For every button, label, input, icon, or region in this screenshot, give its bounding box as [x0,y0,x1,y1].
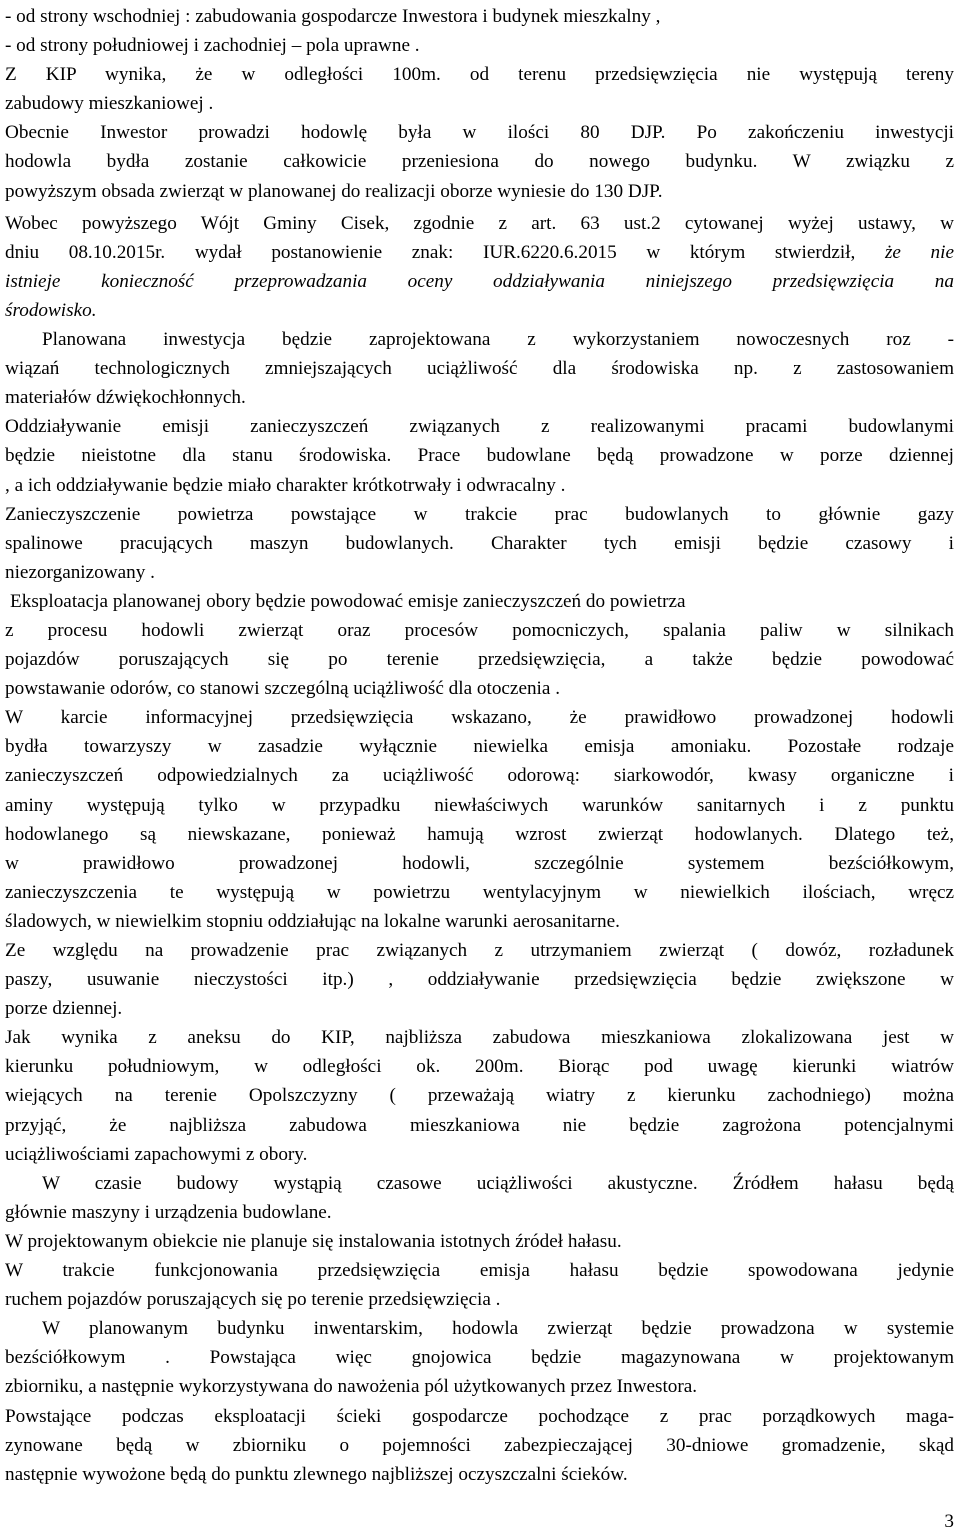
text-line: istnieje konieczność przeprowadzania oceny oddziaływania niniejszego przedsięwzięcia na [5,270,954,292]
text-line: wiązań technologicznych zmniejszających uciążliwość dla środowiska np. z zastosowaniem [5,358,954,380]
text-line: - od strony południowej i zachodniej – pola uprawne . [5,35,420,57]
text-line: głównie maszyny i urządzenia budowlane. [5,1201,332,1223]
text-line: zanieczyszczeń odpowiedzialnych za uciążliwość odorową: siarkowodór, kwasy organiczne i [5,765,954,787]
text-line: kierunku południowym, w odległości ok. 200m. Biorąc pod uwagę kierunki wiatrów [5,1056,954,1078]
text-line: wiejących na terenie Opolszczyzny ( przeważają wiatry z kierunku zachodniego) można [5,1085,954,1107]
text-line: Zanieczyszczenie powietrza powstające w trakcie prac budowlanych to głównie gazy [5,503,954,525]
document-page [5,2,954,1489]
text-line: W projektowanym obiekcie nie planuje się instalowania istotnych źródeł hałasu. [5,1230,622,1252]
text-line: z procesu hodowli zwierząt oraz procesów pomocniczych, spalania paliw w silnikach [5,619,954,641]
text-line: porze dziennej. [5,998,123,1020]
text-line: zbiorniku, a następnie wykorzystywana do nawożenia pól użytkowanych przez Inwestora. [5,1376,698,1398]
text-line: Planowana inwestycja będzie zaprojektowana z wykorzystaniem nowoczesnych roz - [42,329,954,351]
text-line: bezściółkowym . Powstająca więc gnojowica będzie magazynowana w projektowanym [5,1347,954,1369]
text-line: dniu 08.10.2015r. wydał postanowienie znak: IUR.6220.6.2015 w którym stwierdził, że nie [5,241,954,263]
text-line: Wobec powyższego Wójt Gminy Cisek, zgodnie z art. 63 ust.2 cytowanej wyżej ustawy, w [5,212,954,234]
text-line: , a ich oddziaływanie będzie miało charakter krótkotrwały i odwracalny . [5,474,566,496]
text-line: będzie nieistotne dla stanu środowiska. Prace budowlane będą prowadzone w porze dziennej [5,445,954,467]
text-line: śladowych, w niewielkim stopniu oddziałując na lokalne warunki aerosanitarne. [5,910,620,932]
text-line: bydła towarzyszy w zasadzie wyłącznie niewielka emisja amoniaku. Pozostałe rodzaje [5,736,954,758]
text-line: hodowlanego są niewskazane, ponieważ hamują wzrost zwierząt hodowlanych. Dlatego też, [5,823,954,845]
text-line: W planowanym budynku inwentarskim, hodowla zwierząt będzie prowadzona w systemie [42,1318,954,1340]
emphasis-text: że nie [884,241,954,263]
text-line: powstawanie odorów, co stanowi szczególną uciążliwość dla otoczenia . [5,678,560,700]
text-line: ruchem pojazdów poruszających się po terenie przedsięwzięcia . [5,1289,501,1311]
text-line: materiałów dźwiękochłonnych. [5,387,246,409]
text-line: pojazdów poruszających się po terenie przedsięwzięcia, a także będzie powodować [5,649,954,671]
text-line: przyjąć, że najbliższa zabudowa mieszkaniowa nie będzie zagrożona potencjalnymi [5,1114,954,1136]
text-line: W karcie informacyjnej przedsięwzięcia wskazano, że prawidłowo prowadzonej hodowli [5,707,954,729]
text-line: Eksploatacja planowanej obory będzie powodować emisje zanieczyszczeń do powietrza [10,590,686,612]
text-line: uciążliwościami zapachowymi z obory. [5,1143,308,1165]
text-line: zanieczyszczenia te występują w powietrzu wentylacyjnym w niewielkich ilościach, wręcz [5,881,954,903]
text-line: Ze względu na prowadzenie prac związanych z utrzymaniem zwierząt ( dowóz, rozładunek [5,940,954,961]
text-line: W trakcie funkcjonowania przedsięwzięcia emisja hałasu będzie spowodowana jedynie [5,1260,954,1282]
text-line: Powstające podczas eksploatacji ścieki gospodarcze pochodzące z prac porządkowych maga- [5,1405,954,1427]
text-line: następnie wywożone będą do punktu zlewnego najbliższej oczyszczalni ścieków. [5,1463,628,1485]
text-line: Jak wynika z aneksu do KIP, najbliższa zabudowa mieszkaniowa zlokalizowana jest w [5,1027,954,1049]
text-line: zabudowy mieszkaniowej . [5,93,214,115]
text-line: w prawidłowo prowadzonej hodowli, szczególnie systemem bezściółkowym, [5,852,954,874]
text-line: hodowla bydła zostanie całkowicie przeniesiona do nowego budynku. W związku z [5,151,954,173]
page-number: 3 [944,1511,954,1532]
text-line: spalinowe pracujących maszyn budowlanych. Charakter tych emisji będzie czasowy i [5,532,954,554]
text-line: środowisko. [5,299,97,321]
text-line: zynowane będą w zbiorniku o pojemności zabezpieczającej 30-dniowe gromadzenie, skąd [5,1434,954,1456]
text-line: Z KIP wynika, że w odległości 100m. od terenu przedsięwzięcia nie występują tereny [5,64,954,86]
text-line: powyższym obsada zwierząt w planowanej do realizacji oborze wyniesie do 130 DJP. [5,180,663,202]
text-line: - od strony wschodniej : zabudowania gospodarcze Inwestora i budynek mieszkalny , [5,6,661,27]
text-line: W czasie budowy wystąpią czasowe uciążliwości akustyczne. Źródłem hałasu będą [42,1172,954,1194]
text-line: Obecnie Inwestor prowadzi hodowlę była w ilości 80 DJP. Po zakończeniu inwestycji [5,122,954,144]
text-line: paszy, usuwanie nieczystości itp.) , oddziaływanie przedsięwzięcia będzie zwiększone w [5,969,954,991]
text-line: aminy występują tylko w przypadku niewłaściwych warunków sanitarnych i z punktu [5,794,954,816]
text-line: Oddziaływanie emisji zanieczyszczeń związanych z realizowanymi pracami budowlanymi [5,416,954,438]
text-line: niezorganizowany . [5,561,155,583]
